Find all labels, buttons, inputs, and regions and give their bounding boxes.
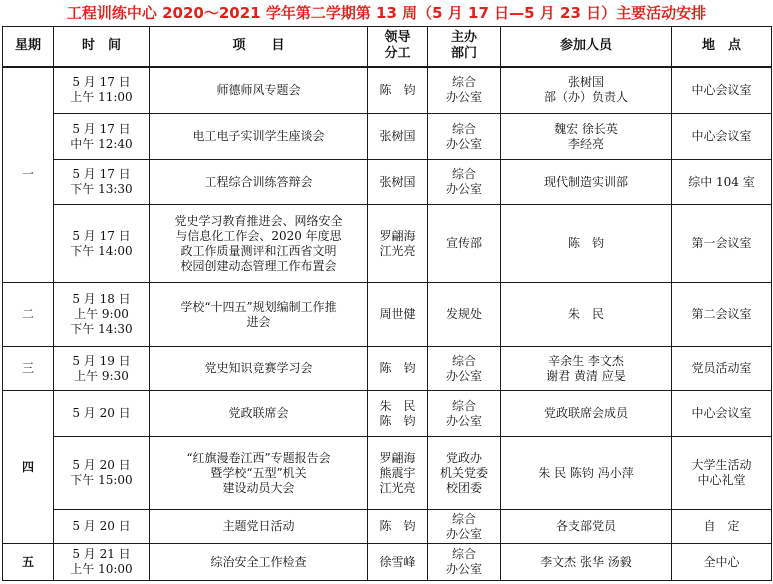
item-cell-line: 师德师风专题会 [216,82,301,97]
host-cell-line: 办公室 [445,526,482,541]
location-cell-line: 大学生活动 [691,458,752,472]
location-cell [672,205,772,283]
item-cell-line: 党政联席会 [228,406,289,420]
location-cell [672,283,772,347]
location-cell-line: 中心会议室 [691,406,752,420]
leader-cell [368,67,428,114]
location-cell [672,67,772,114]
item-cell-line: 进会 [246,314,271,329]
time-cell [54,114,150,160]
time-cell [54,437,150,510]
host-cell-line: 综合 [451,121,476,136]
time-cell [54,283,150,347]
time-cell-line: 下午 15:00 [70,473,133,487]
table-row [3,114,772,160]
host-cell-line: 办公室 [445,182,482,196]
item-cell-line: 主题党日活动 [222,519,295,533]
participants-cell [501,283,672,347]
header-participants: 参加人员 [501,27,672,67]
location-cell-line: 中心会议室 [691,129,752,143]
host-cell [428,510,501,544]
time-cell [54,160,150,205]
host-cell-line: 综合 [451,547,476,561]
location-cell-line: 自 定 [703,519,740,533]
host-cell [428,114,501,160]
item-cell-line: 校园创建动态管理工作布置会 [180,258,337,273]
item-cell-line: 工程综合训练答辩会 [204,174,313,189]
item-cell [150,205,368,283]
time-cell-line: 下午 14:30 [70,322,133,336]
header-item: 项 目 [150,27,368,67]
leader-cell-line: 罗翩海 [379,450,416,465]
week-cell: 五 [3,544,54,581]
host-cell-line: 办公室 [445,368,482,383]
host-cell-line: 发规处 [445,307,482,321]
time-cell [54,544,150,581]
host-cell-line: 综合 [451,398,476,413]
table-row [3,283,772,347]
week-cell: 四 [3,391,54,544]
location-cell [672,114,772,160]
participants-cell-line: 谢君 黄清 应旻 [546,368,626,383]
leader-cell-line: 周世健 [379,307,416,321]
time-cell-line: 5 月 20 日 [72,519,131,533]
item-cell-line: 与信息化工作会、2020 年度思 [175,228,342,243]
week-cell: 三 [3,347,54,391]
location-cell-line: 综中 104 室 [688,174,755,189]
time-cell-line: 5 月 20 日 [72,458,131,472]
item-cell-line: 电工电子实训学生座谈会 [192,129,325,143]
time-cell [54,510,150,544]
location-cell [672,391,772,437]
time-cell-line: 5 月 17 日 [72,121,131,136]
time-cell-line: 上午 11:00 [70,90,133,105]
time-cell-line: 5 月 21 日 [72,547,131,561]
host-cell [428,391,501,437]
participants-cell [501,67,672,114]
item-cell [150,510,368,544]
table-row [3,510,772,544]
time-cell-line: 5 月 18 日 [72,292,131,306]
leader-cell [368,437,428,510]
participants-cell [501,114,672,160]
header-host-line: 主办 [450,30,477,46]
host-cell-line: 办公室 [445,136,482,151]
host-cell [428,205,501,283]
header-host [428,27,501,67]
header-leader [368,27,428,67]
location-cell-line: 全中心 [703,554,740,569]
host-cell [428,347,501,391]
participants-cell-line: 陈 钧 [567,236,604,250]
item-cell [150,347,368,391]
participants-cell [501,437,672,510]
leader-cell-line: 徐雪峰 [379,554,416,569]
item-cell [150,283,368,347]
time-cell-line: 下午 14:00 [70,243,133,258]
host-cell [428,283,501,347]
leader-cell-line: 张树国 [379,129,416,143]
table-body [3,67,772,581]
location-cell-line: 党员活动室 [691,361,752,375]
host-cell [428,67,501,114]
leader-cell-line: 熊震宇 [379,465,416,480]
participants-cell-line: 现代制造实训部 [543,174,628,189]
item-cell-line: 建设动员大会 [222,480,295,495]
host-cell-line: 办公室 [445,413,482,428]
participants-cell [501,160,672,205]
location-cell [672,437,772,510]
time-cell-line: 上午 9:00 [74,307,129,321]
time-cell-line: 5 月 19 日 [72,353,131,368]
participants-cell [501,391,672,437]
time-cell-line: 5 月 17 日 [72,228,131,243]
table-row [3,67,772,114]
header-row [3,27,772,67]
host-cell-line: 办公室 [445,562,482,576]
time-cell-line: 上午 10:00 [70,562,133,576]
time-cell-line: 上午 9:30 [74,368,129,383]
participants-cell-line: 张树国 [567,75,604,90]
location-cell [672,347,772,391]
host-cell-line: 综合 [451,353,476,368]
item-cell [150,160,368,205]
location-cell [672,510,772,544]
time-cell-line: 中午 12:40 [70,136,133,151]
leader-cell-line: 陈 钧 [379,519,416,533]
host-cell-line: 办公室 [445,90,482,105]
time-cell [54,67,150,114]
location-cell [672,160,772,205]
item-cell-line: 综治安全工作检查 [210,554,307,569]
leader-cell [368,283,428,347]
table-row [3,437,772,510]
location-cell-line: 中心礼堂 [697,473,746,487]
table-row [3,205,772,283]
item-cell-line: 暨学校“五型”机关 [210,465,307,480]
location-cell [672,544,772,581]
leader-cell-line: 张树国 [379,174,416,189]
header-time: 时 间 [54,27,150,67]
week-cell: 二 [3,283,54,347]
host-cell-line: 综合 [451,75,476,90]
leader-cell [368,114,428,160]
leader-cell [368,391,428,437]
location-cell-line: 第二会议室 [691,307,752,321]
participants-cell-line: 朱 民 [567,307,604,321]
item-cell-line: 政工作质量测评和江西省文明 [180,243,337,258]
week-cell: 一 [3,67,54,283]
time-cell [54,205,150,283]
location-cell-line: 第一会议室 [691,236,752,250]
header-leader-line: 分工 [384,46,411,62]
leader-cell-line: 朱 民 [379,398,416,413]
host-cell-line: 宣传部 [445,236,482,250]
leader-cell-line: 江光亮 [379,243,416,258]
table-header [3,27,772,67]
table-row [3,391,772,437]
time-cell-line: 5 月 20 日 [72,406,131,420]
schedule-table [2,26,772,581]
participants-cell-line: 李文杰 张华 汤毅 [540,554,632,569]
item-cell [150,391,368,437]
host-cell [428,160,501,205]
leader-cell-line: 陈 钧 [379,413,416,428]
host-cell [428,437,501,510]
leader-cell-line: 江光亮 [379,480,416,495]
leader-cell [368,205,428,283]
header-location: 地 点 [672,27,772,67]
participants-cell-line: 李经亮 [567,136,604,151]
time-cell-line: 5 月 17 日 [72,75,131,90]
item-cell-line: 党史学习教育推进会、网络安全 [174,213,343,228]
item-cell [150,544,368,581]
time-cell [54,347,150,391]
leader-cell [368,544,428,581]
participants-cell [501,510,672,544]
item-cell-line: 党史知识竞赛学习会 [204,361,313,375]
header-leader-line: 领导 [384,30,411,46]
item-cell-line: 学校“十四五”规划编制工作推 [180,299,337,314]
leader-cell-line: 陈 钧 [379,82,416,97]
host-cell-line: 综合 [451,511,476,526]
participants-cell-line: 辛余生 李文杰 [548,353,624,368]
participants-cell [501,347,672,391]
host-cell [428,544,501,581]
host-cell-line: 党政办 [445,450,482,465]
leader-cell-line: 罗翩海 [379,228,416,243]
item-cell [150,67,368,114]
time-cell [54,391,150,437]
item-cell [150,437,368,510]
host-cell-line: 校团委 [445,480,482,495]
host-cell-line: 综合 [451,167,476,181]
leader-cell [368,160,428,205]
leader-cell-line: 陈 钧 [379,361,416,375]
table-row [3,347,772,391]
leader-cell [368,347,428,391]
participants-cell-line: 党政联席会成员 [543,406,628,420]
participants-cell-line: 各支部党员 [555,519,616,533]
participants-cell-line: 部（办）负责人 [543,90,628,105]
time-cell-line: 下午 13:30 [70,182,133,196]
time-cell-line: 5 月 17 日 [72,167,131,181]
location-cell-line: 中心会议室 [691,82,752,97]
header-host-line: 部门 [450,46,477,62]
participants-cell-line: 魏宏 徐长英 [554,121,618,136]
leader-cell [368,510,428,544]
host-cell-line: 机关党委 [439,465,488,480]
item-cell [150,114,368,160]
table-row [3,544,772,581]
participants-cell [501,544,672,581]
table-row [3,160,772,205]
participants-cell-line: 朱 民 陈钧 冯小萍 [538,465,634,480]
item-cell-line: “红旗漫卷江西”专题报告会 [186,450,331,465]
header-week: 星期 [3,27,54,67]
page-title: 工程训练中心 2020～2021 学年第二学期第 13 周（5 月 17 日—5 月 23 日）主要活动安排 [66,4,707,22]
participants-cell [501,205,672,283]
